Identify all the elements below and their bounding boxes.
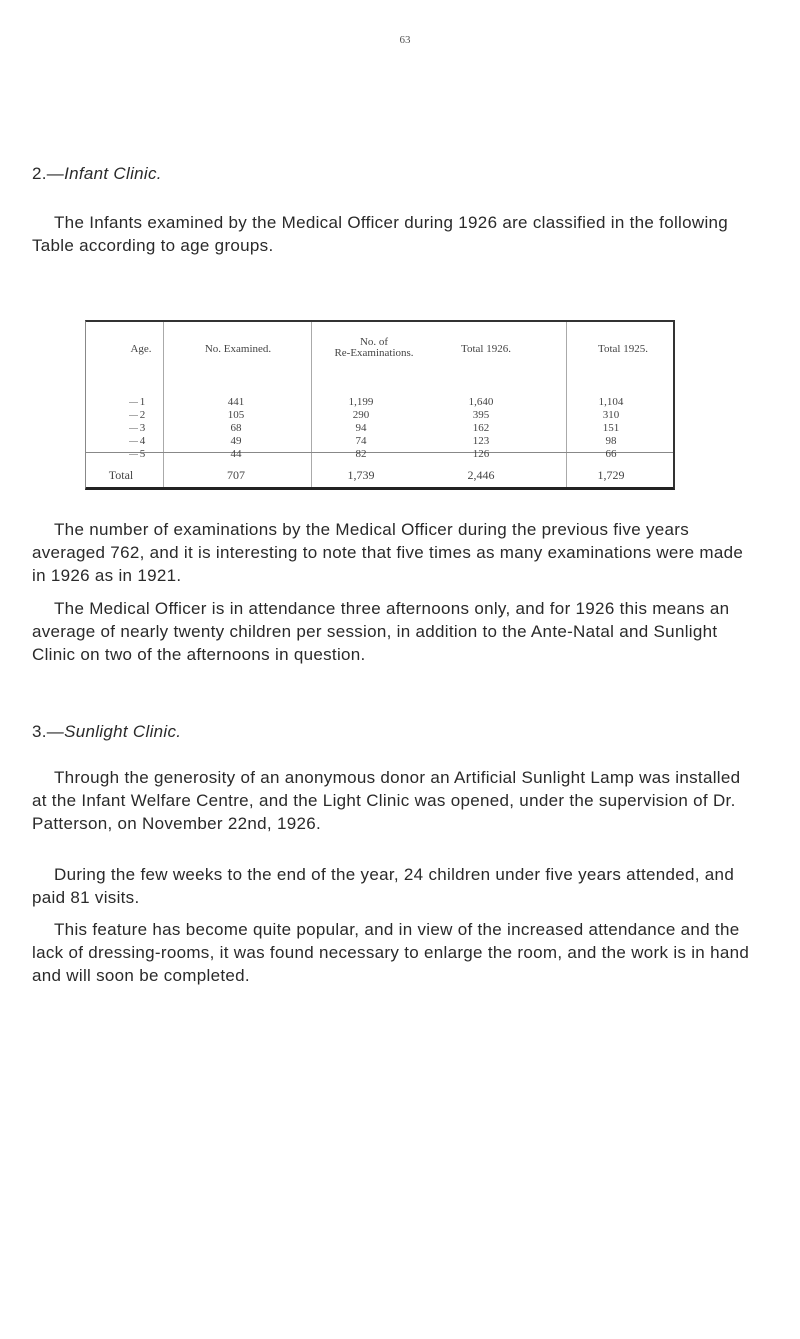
age-groups-table xyxy=(85,320,675,490)
page-number: 63 xyxy=(399,34,411,46)
header-examined: No. Examined. xyxy=(204,343,272,355)
weeks-paragraph: During the few weeks to the end of the year, 24 children under five years attended, and paid 81 visits. xyxy=(32,865,735,907)
cell-total-1926: 395 xyxy=(472,409,490,421)
cell-examined: 441 xyxy=(227,396,245,408)
cell-total-1926: 126 xyxy=(472,448,490,460)
cell-total-1925: 310 xyxy=(602,409,620,421)
section-heading-infant-clinic xyxy=(32,164,162,184)
cell-total-1925: 66 xyxy=(605,448,617,460)
cell-reexam: 290 xyxy=(352,409,370,421)
feature-paragraph: This feature has become quite popular, and in view of the increased attendance and the lack of dressing-rooms, it was found necessary to enlarge the room, and the work is in hand and will soon be completed. xyxy=(32,920,750,985)
cell-total-1925: 98 xyxy=(605,435,617,447)
header-total-1925: Total 1925. xyxy=(598,343,648,355)
total-examined: 707 xyxy=(227,468,245,482)
section-heading-sunlight-clinic xyxy=(32,722,181,742)
lamp-paragraph: Through the generosity of an anonymous donor an Artificial Sunlight Lamp was installed at the Infant Welfare Centre, and the Light Clinic was opened, under the supervision of Dr. Patterson, on November 22nd, 1926. xyxy=(32,768,741,833)
section-title: Sunlight Clinic. xyxy=(64,722,182,741)
cell-age: 5 xyxy=(122,448,152,460)
header-total-1926: Total 1926. xyxy=(461,343,511,355)
cell-total-1926: 1,640 xyxy=(468,396,494,408)
cell-examined: 49 xyxy=(230,435,242,447)
section-number: 2.— xyxy=(32,164,65,183)
cell-age: 1 xyxy=(122,396,152,408)
cell-age: 4 xyxy=(122,435,152,447)
cell-reexam: 1,199 xyxy=(348,396,374,408)
cell-reexam: 74 xyxy=(355,435,367,447)
cell-reexam: 82 xyxy=(355,448,367,460)
cell-examined: 68 xyxy=(230,422,242,434)
header-no-of-line2: Re-Examinations. xyxy=(334,347,414,359)
total-1926: 2,446 xyxy=(467,468,495,482)
total-1925: 1,729 xyxy=(597,468,625,482)
examinations-paragraph: The number of examinations by the Medical Officer during the previous five years averaged 762, and it is interesting to note that five times as many examinations were made in 1926 as in 1921. xyxy=(32,520,744,585)
attendance-paragraph: The Medical Officer is in attendance three afternoons only, and for 1926 this means an average of nearly twenty children per session, in addition to the Ante-Natal and Sunlight Clinic on two of the afternoons in question. xyxy=(32,599,730,664)
cell-examined: 44 xyxy=(230,448,242,460)
cell-reexam: 94 xyxy=(355,422,367,434)
cell-age: 2 xyxy=(122,409,152,421)
cell-age: 3 xyxy=(122,422,152,434)
total-label: Total xyxy=(108,468,134,482)
header-age: Age. xyxy=(130,343,152,355)
cell-total-1925: 1,104 xyxy=(598,396,624,408)
cell-total-1926: 123 xyxy=(472,435,490,447)
section-title: Infant Clinic. xyxy=(64,164,162,183)
intro-paragraph: The Infants examined by the Medical Officer during 1926 are classified in the following Table according to age groups. xyxy=(32,213,729,255)
section-number: 3.— xyxy=(32,722,65,741)
total-reexam: 1,739 xyxy=(347,468,375,482)
cell-total-1925: 151 xyxy=(602,422,620,434)
header-no-of-line1: No. of xyxy=(359,336,389,348)
cell-total-1926: 162 xyxy=(472,422,490,434)
cell-examined: 105 xyxy=(227,409,245,421)
